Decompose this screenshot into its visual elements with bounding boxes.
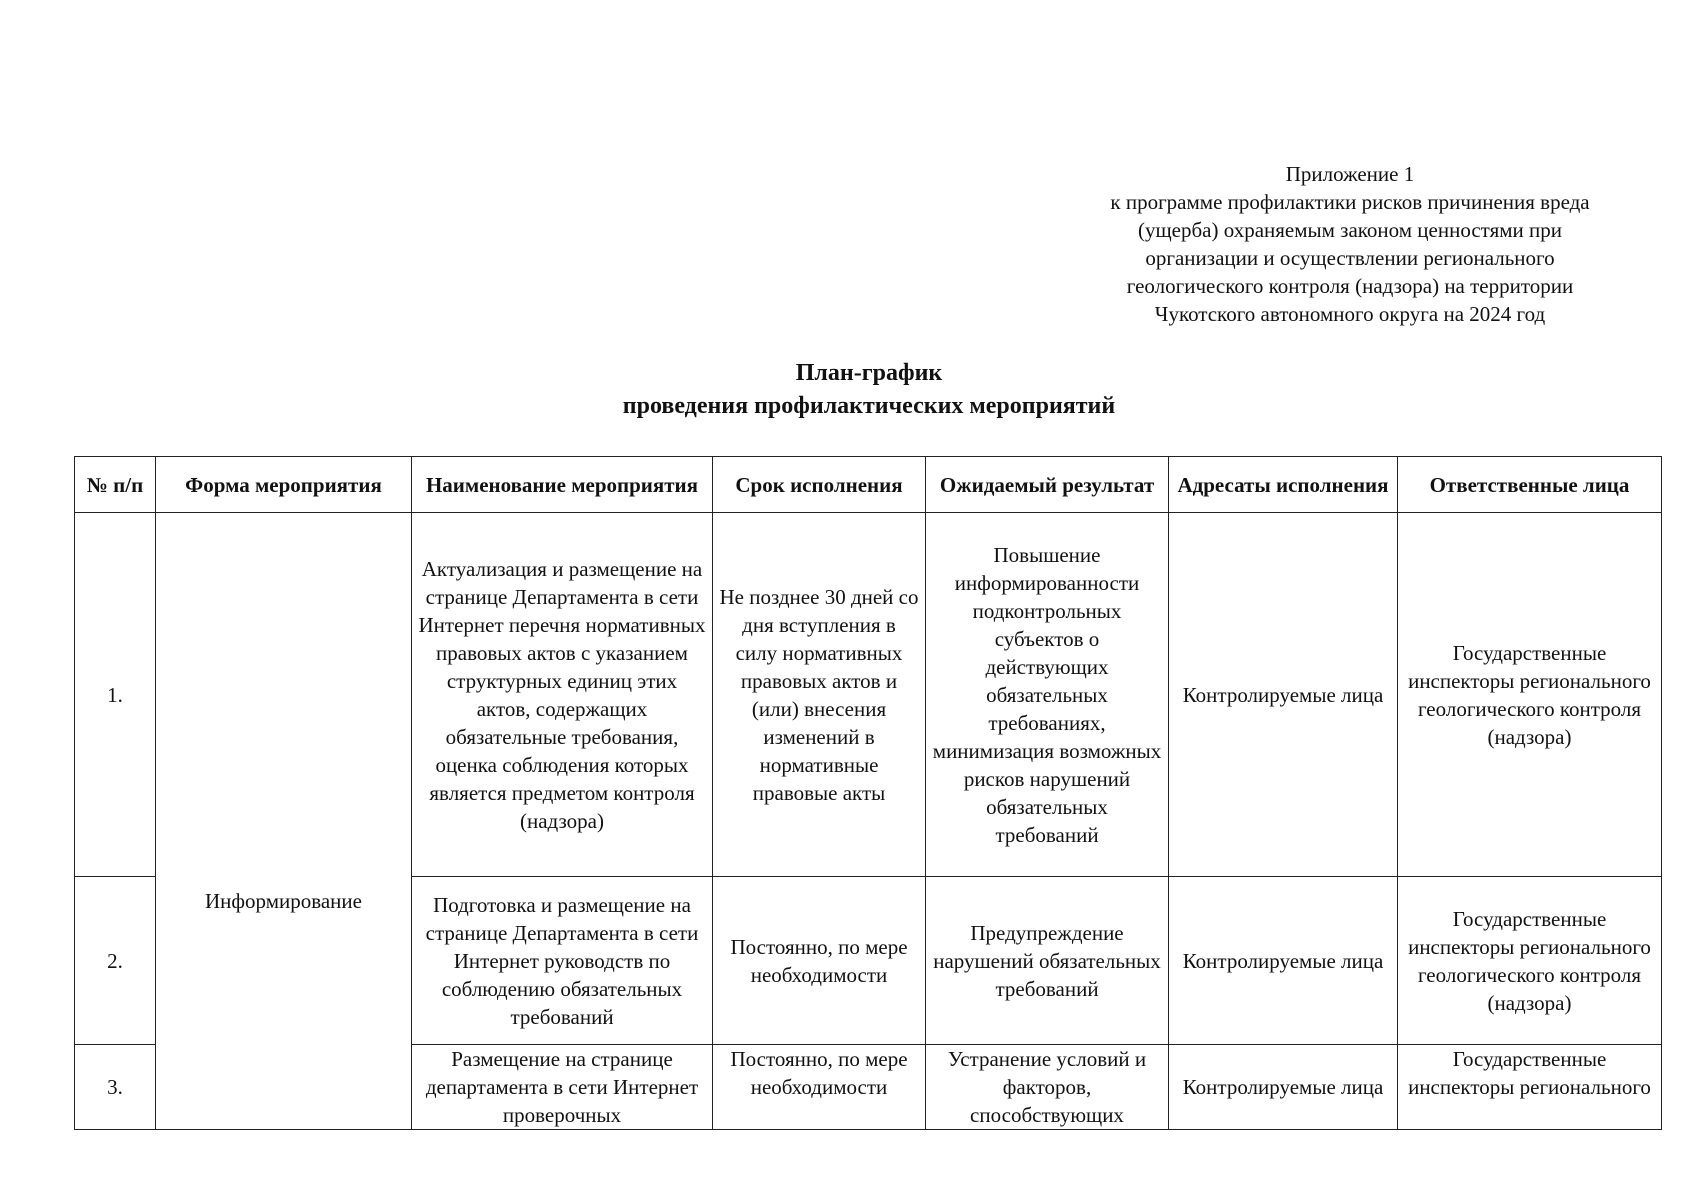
appendix-line: геологического контроля (надзора) на территории — [1126, 274, 1574, 298]
header-result: Ожидаемый результат — [926, 457, 1169, 513]
plan-table — [74, 456, 1662, 1130]
form-cell: Информирование — [156, 513, 412, 1130]
row-addressees: Контролируемые лица — [1169, 513, 1398, 877]
appendix-line: организации и осуществлении регионального — [1145, 246, 1555, 270]
row-number: 2. — [75, 877, 156, 1045]
header-form: Форма мероприятия — [156, 457, 412, 513]
appendix-line: Приложение 1 — [1285, 162, 1415, 186]
row-name: Актуализация и размещение на странице Департамента в сети Интернет перечня нормативных правовых актов с указанием структурных единиц этих актов, содержащих обязательные требования, оценка соблюдения которых является предметом контроля (надзора) — [412, 513, 713, 877]
row-result: Устранение условий и факторов, способствующих — [926, 1045, 1169, 1130]
row-deadline: Постоянно, по мере необходимости — [713, 1045, 926, 1130]
row-responsible: Государственные инспекторы регионального геологического контроля (надзора) — [1398, 877, 1662, 1045]
appendix-line: Чукотского автономного округа на 2024 год — [1154, 302, 1546, 326]
document-title — [0, 357, 1698, 423]
header-name: Наименование мероприятия — [412, 457, 713, 513]
row-addressees: Контролируемые лица — [1169, 877, 1398, 1045]
row-number: 1. — [75, 513, 156, 877]
header-addressees: Адресаты исполнения — [1169, 457, 1398, 513]
row-deadline: Постоянно, по мере необходимости — [713, 877, 926, 1045]
appendix-line: (ущерба) охраняемым законом ценностями при — [1137, 218, 1562, 242]
row-responsible: Государственные инспекторы регионального геологического контроля (надзора) — [1398, 513, 1662, 877]
header-deadline: Срок исполнения — [713, 457, 926, 513]
title-line-1: План-график — [795, 360, 943, 386]
row-responsible: Государственные инспекторы регионального — [1398, 1045, 1662, 1130]
title-line-2: проведения профилактических мероприятий — [622, 393, 1116, 419]
appendix-line: к программе профилактики рисков причинения вреда — [1110, 190, 1590, 214]
row-number: 3. — [75, 1045, 156, 1130]
appendix-block — [1060, 160, 1640, 328]
table-row — [75, 513, 1662, 877]
row-result: Предупреждение нарушений обязательных требований — [926, 877, 1169, 1045]
row-name: Размещение на странице департамента в сети Интернет проверочных — [412, 1045, 713, 1130]
header-number: № п/п — [75, 457, 156, 513]
row-result: Повышение информированности подконтрольных субъектов о действующих обязательных требованиях, минимизация возможных рисков нарушений обязательных требований — [926, 513, 1169, 877]
table-header-row — [75, 457, 1662, 513]
row-deadline: Не позднее 30 дней со дня вступления в силу нормативных правовых актов и (или) внесения изменений в нормативные правовые акты — [713, 513, 926, 877]
row-addressees: Контролируемые лица — [1169, 1045, 1398, 1130]
header-responsible: Ответственные лица — [1398, 457, 1662, 513]
row-name: Подготовка и размещение на странице Департамента в сети Интернет руководств по соблюдению обязательных требований — [412, 877, 713, 1045]
